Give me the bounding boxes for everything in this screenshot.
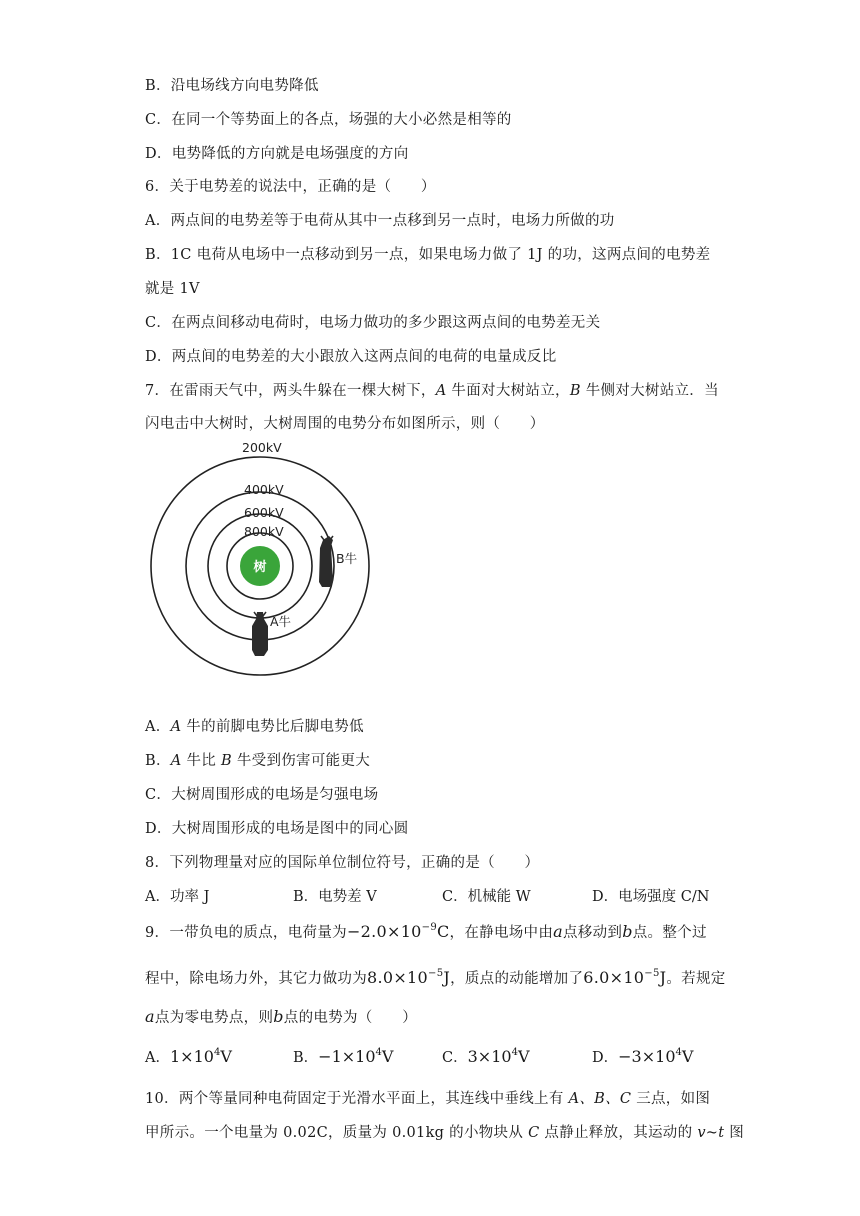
q10-stem-line2: 甲所示。一个电量为 0.02C，质量为 0.01kg 的小物块从 C 点静止释放，其运动的 v~t 图: [145, 1125, 745, 1141]
q6-option-d: D．两点间的电势差的大小跟放入这两点间的电荷的电量成反比: [145, 349, 557, 365]
q10-stem-line1: 10．两个等量同种电荷固定于光滑水平面上，其连线中垂线上有 A、B、C 三点，如图: [145, 1091, 711, 1107]
q7-stem-line2: 闪电击中大树时，大树周围的电势分布如图所示，则（ ）: [145, 416, 545, 432]
label-600kv: 600kV: [244, 505, 284, 520]
q8-option-c: C．机械能 W: [442, 889, 531, 905]
q9-option-d: D．$-3\times 10^4V$: [592, 1047, 694, 1066]
q8-option-b: B．电势差 V: [293, 889, 377, 905]
q6-option-a: A．两点间的电势差等于电荷从其中一点移到另一点时，电场力所做的功: [145, 213, 615, 229]
cow-b-icon: [319, 536, 333, 587]
q7-stem-line1: 7．在雷雨天气中，两头牛躲在一棵大树下，A 牛面对大树站立，B 牛侧对大树站立．当: [145, 383, 719, 399]
q8-stem: 8．下列物理量对应的国际单位制位符号，正确的是（ ）: [145, 855, 540, 871]
q9-option-c: C．$3\times 10^4V$: [442, 1047, 530, 1066]
q7-option-b: B．A 牛比 B 牛受到伤害可能更大: [145, 753, 371, 769]
q7-option-c: C．大树周围形成的电场是匀强电场: [145, 787, 379, 803]
q5-option-c: C．在同一个等势面上的各点，场强的大小必然是相等的: [145, 112, 512, 128]
q6-stem: 6．关于电势差的说法中，正确的是（ ）: [145, 179, 436, 195]
q9-option-b: B．$-1\times 10^4V$: [293, 1047, 394, 1066]
label-400kv: 400kV: [244, 482, 284, 497]
tree-label: 树: [253, 560, 267, 575]
q6-option-b-line1: B．1C 电荷从电场中一点移动到另一点，如果电场力做了 1J 的功，这两点间的电势差: [145, 247, 711, 263]
q9-kinetic-energy: $6.0\times 10^{-5}J$: [583, 968, 667, 987]
cow-a-icon: [252, 612, 268, 656]
q7-option-a: A．A 牛的前脚电势比后脚电势低: [145, 719, 364, 735]
cow-a-label: A牛: [270, 614, 292, 629]
q9-charge: $-2.0\times 10^{-9}C$: [346, 922, 450, 941]
q8-option-a: A．功率 J: [145, 889, 210, 905]
label-800kv: 800kV: [244, 524, 284, 539]
q6-option-b-line2: 就是 1V: [145, 281, 200, 297]
q6-option-c: C．在两点间移动电荷时，电场力做功的多少跟这两点间的电势差无关: [145, 315, 601, 331]
q7-option-d: D．大树周围形成的电场是图中的同心圆: [145, 821, 409, 837]
q9-stem-line3: a点为零电势点，则b点的电势为（ ）: [145, 1007, 417, 1026]
label-200kv: 200kV: [242, 440, 282, 455]
q5-option-b: B．沿电场线方向电势降低: [145, 78, 319, 94]
q9-stem-line2: 程中，除电场力外，其它力做功为$8.0\times 10^{-5}J$，质点的动能增加了$6.0\times 10^{-5}J$。若规定: [145, 968, 726, 987]
q8-option-d: D．电场强度 C/N: [592, 889, 710, 905]
q9-work: $8.0\times 10^{-5}J$: [367, 968, 451, 987]
cow-b-label: B牛: [336, 551, 358, 566]
concentric-equipotential-diagram: [140, 436, 380, 686]
q9-stem-line1: 9．一带负电的质点，电荷量为$-2.0\times 10^{-9}C$，在静电场中由a点移动到b点。整个过: [145, 922, 707, 941]
q5-option-d: D．电势降低的方向就是电场强度的方向: [145, 146, 409, 162]
q9-option-a: A．$1\times 10^4V$: [145, 1047, 232, 1066]
potential-distribution-figure: [140, 436, 380, 686]
